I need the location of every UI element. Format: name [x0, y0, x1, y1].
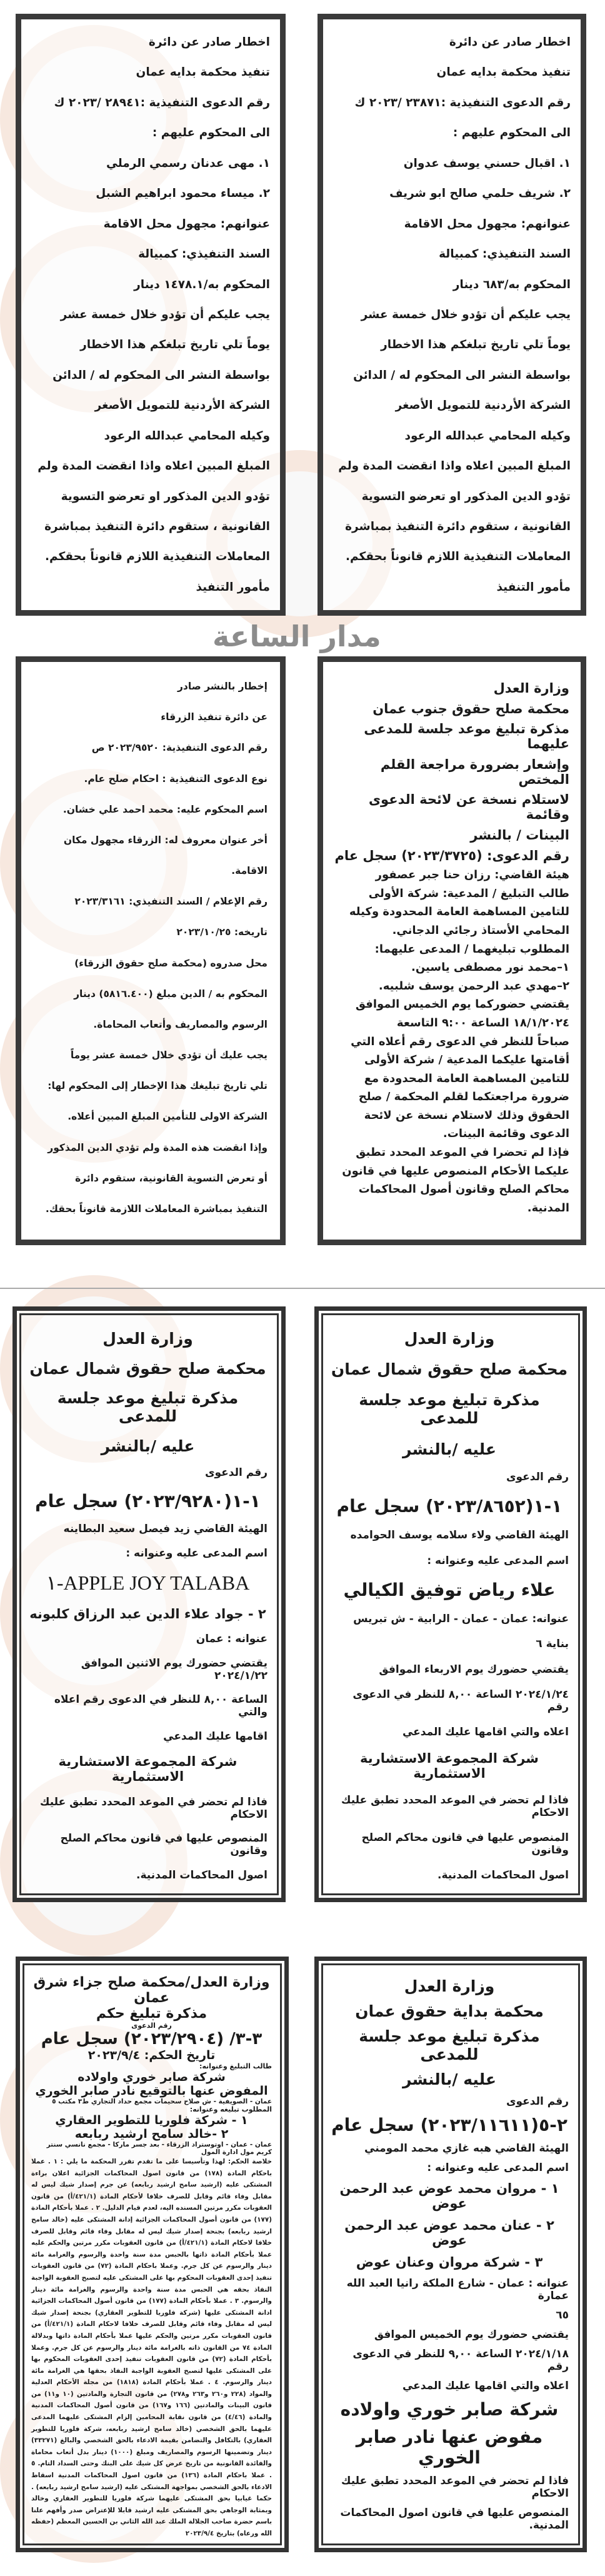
- notice-line: محل صدروه (محكمة صلح حقوق الزرقاء): [74, 957, 268, 969]
- notice-line: المفوض عنها بالتوقيع نادر صابر الخوري: [35, 2084, 268, 2098]
- notice-line: ٢-٥(٢٠٢٣/١١٦١١) سجل عام: [331, 2115, 568, 2136]
- notice-line: المحكوم به/٦٨٣ دينار: [452, 278, 571, 291]
- notice-line: اسم المحكوم عليه: محمد احمد علي خشان.: [62, 803, 268, 815]
- notice-line: المطلوب تبليغه وعنوانه:: [189, 2105, 272, 2113]
- notice-line: المبلغ المبين اعلاه واذا انقضت المدة ولم: [38, 459, 270, 473]
- notice-line: اسم المدعى عليه وعنوانه :: [427, 1554, 569, 1567]
- notice-line: رقم الإعلام / السند التنفيذي: ٢٠٢٣/٣١٦١: [74, 896, 268, 908]
- notice-line: محكمة صلح حقوق شمال عمان: [29, 1359, 266, 1378]
- notice-line: وزارة العدل: [493, 681, 569, 696]
- notice-line: مذكرة تبليغ حكم: [96, 2006, 208, 2022]
- notice-line: المنصوص عليها في قانون اصول المحاكمات المدنية.: [340, 2506, 569, 2532]
- notice-line: نوع الدعوى التنفيذية : احكام صلح عام.: [84, 773, 268, 784]
- notice-line: البينات / بالنشر: [470, 827, 569, 843]
- notice-line: عليه /بالنشر: [101, 1436, 195, 1455]
- notice-line: محكمة صلح حقوق شمال عمان: [331, 1360, 568, 1379]
- notice-north-amman-8652: [314, 1306, 587, 1902]
- notice-line: إخطار بالنشر صادر: [178, 681, 268, 692]
- notice-line: علاء رياض توفيق الكيالي: [343, 1579, 556, 1600]
- notice-line: مذكرة تبليغ موعد جلسة للمدعى عليهما: [364, 721, 569, 752]
- notice-line: شركة المجموعة الاستشارية الاستثمارية: [58, 1754, 238, 1785]
- notice-line: مأمور التنفيذ: [496, 580, 571, 594]
- notice-line: محاكم الصلح وقانون أصول المحاكمات: [358, 1183, 569, 1196]
- notice-line: رقم الدعوى التنفيذية :٢٣٨٧١ /٢٠٢٣ ك: [354, 96, 571, 109]
- notice-line: بواسطة النشر الى المحكوم له / الدائن: [52, 368, 270, 382]
- notice-line: ١ - شركة فلوريا للتطوير العقاري: [55, 2113, 248, 2127]
- notice-line: ٣-٣/ (٢٠٢٣/٢٩٠٤) سجل عام: [41, 2030, 262, 2048]
- notice-line: الشركة الأردنية للتمويل الأصغر: [94, 399, 270, 413]
- notice-line: ٢ - جواد علاء الدين عبد الرزاق كلبونه: [29, 1606, 266, 1621]
- notice-line: عنوانه : عمان: [196, 1633, 268, 1646]
- notice-line: أخر عنوان معروف له: الزرقاء مجهول مكان: [63, 834, 268, 846]
- notice-line: اسم المدعى عليه وعنوانه :: [427, 2162, 569, 2175]
- notice-line: يقتضي حضوركما يوم الخميس الموافق: [355, 998, 569, 1011]
- notice-line: ١–محمد نور مصطفى ياسين.: [411, 961, 569, 975]
- notice-line: تاريخ الحكم: ٢٠٢٣/٩/٤: [88, 2048, 216, 2062]
- notice-line: رقم الدعوى التنفيذية: ٢٠٢٣/٩٥٢٠ ص: [91, 742, 268, 754]
- notice-line: بناية ٦: [536, 1638, 569, 1651]
- section-divider: [0, 1288, 605, 1289]
- notice-line: مذكرة تبليغ موعد جلسة للمدعى: [359, 2027, 540, 2064]
- notice-line: يجب عليكم أن تؤدو خلال خمسة عشر: [361, 308, 571, 321]
- notice-line: الرسوم والمصاريف وأتعاب المحاماة.: [93, 1018, 268, 1030]
- notice-line: وإذا انقضت هذه المدة ولم تؤدي الدين المذكور: [48, 1141, 268, 1153]
- notice-line: اقامها عليك المدعي: [163, 1730, 268, 1743]
- notice-line: المحامي الأستاذ رجائي الدجاني.: [392, 923, 569, 937]
- notice-line: وإشعار بضرورة مراجعة القلم المختص: [380, 756, 569, 787]
- notice-line: يوماً تلي تاريخ تبلغكم هذا الاخطار: [80, 338, 270, 352]
- notice-line: اسم المدعى عليه وعنوانه :: [126, 1546, 268, 1560]
- notice-line: ٢ -خالد سامح ارشيد ربابعه: [74, 2127, 229, 2141]
- notice-line: أقامتها عليكما المدعية / شركة الأولى: [364, 1053, 569, 1067]
- notice-line: ١. مهى عدنان رسمي الرملي: [106, 156, 270, 170]
- notice-line: القانونية ، ستقوم دائرة التنفيذ بمباشرة: [44, 520, 270, 533]
- notice-line: رقم الدعوى: [506, 1470, 569, 1483]
- notice-line: عمان - الصويفية - ش صلاح سحيمات مجمع حداد التجاري ط٣ مكتب ٥: [52, 2098, 272, 2105]
- notice-execution-23871: [318, 14, 586, 616]
- notice-execution-28941: [16, 14, 286, 616]
- notice-line: أو تعرض التسوية القانونية، ستقوم دائرة: [75, 1172, 268, 1184]
- notice-line: الى المحكوم عليهم :: [452, 126, 571, 140]
- notice-line: محكمة صلح حقوق جنوب عمان: [372, 701, 569, 716]
- notice-line: المعاملات التنفيذية اللازم قانوناً بحقكم.: [45, 550, 270, 564]
- notice-line: يجب عليكم أن تؤدو خلال خمسة عشر: [60, 308, 270, 321]
- notice-line: وزارة العدل: [404, 1330, 495, 1348]
- notice-line: المبلغ المبين اعلاه واذا انقضت المدة ولم: [338, 459, 571, 473]
- notice-line: يقتضي حضورك يوم الخميس الموافق: [374, 2328, 569, 2341]
- notice-line: ١. اقبال حسني يوسف عدوان: [403, 156, 571, 170]
- notice-line: فاذا لم تحضر في الموعد المحدد تطبق عليك الاحكام: [341, 1793, 569, 1819]
- notice-line: بواسطة النشر الى المحكوم له / الدائن: [353, 368, 571, 382]
- notice-line: المنصوص عليها في قانون محاكم الصلح وقانون: [60, 1832, 268, 1858]
- notice-line: طالب التبليغ وعنوانه:: [199, 2062, 272, 2070]
- notice-line: اصول المحاكمات المدنية.: [136, 1868, 268, 1882]
- notice-line: ١-١(٢٠٢٣/٨٦٥٢) سجل عام: [336, 1496, 562, 1517]
- notice-line: الشركة الأردنية للتمويل الأصغر: [395, 399, 571, 413]
- notice-north-amman-9280: [12, 1306, 286, 1902]
- notice-line: للتامين المساهمة العامة المحدودة مع: [364, 1071, 569, 1085]
- notice-line: مأمور التنفيذ: [196, 580, 270, 594]
- notice-line: يوماً تلي تاريخ تبلغكم هذا الاخطار: [381, 338, 571, 352]
- notice-line: اعلاه والتي اقامها عليك المدعي: [402, 1726, 569, 1739]
- notice-line: المنصوص عليها في قانون محاكم الصلح وقانون: [361, 1831, 569, 1857]
- notice-line: للتامين المساهمة العامة المحدودة وكيله: [349, 905, 569, 919]
- notice-line: عنوانهم: مجهول محل الاقامة: [103, 217, 270, 231]
- notice-line: يقتضي حضورك يوم الاثنين الموافق ٢٠٢٤/١/٢٢: [81, 1656, 268, 1682]
- notice-line: ٢. شريف حلمي صالح ابو شريف: [389, 187, 571, 201]
- notice-line: تنفيذ محكمة بدايه عمان: [136, 66, 270, 79]
- notice-line: عليه /بالنشر: [402, 1440, 496, 1458]
- notice-line: ١٨/١/٢٠٢٤ الساعة ٩:٠٠ التاسعة: [396, 1016, 569, 1030]
- notice-line: ٢٠٢٤/١/١٨ الساعة ٩,٠٠ للنظر في الدعوى رقم: [352, 2347, 569, 2373]
- notice-line: اخطار صادر عن دائرة: [449, 36, 571, 49]
- notice-south-amman-court: [318, 656, 586, 1245]
- notice-line: الشركة الاولى للتأمين المبلغ المبين أعلاه.: [68, 1111, 268, 1123]
- notice-line: APPLE JOY TALABA-١: [46, 1571, 250, 1595]
- notice-line: الحقوق وذلك لاستلام نسخة عن لائحة: [364, 1108, 569, 1122]
- notice-line: ٢٠٢٤/١/٢٤ الساعة ٨,٠٠ للنظر في الدعوى رقم: [352, 1688, 569, 1713]
- notice-line: شركة صابر خوري واولاده: [340, 2398, 559, 2420]
- notice-line: تؤدو الدين المذكور او تعرضو التسوية: [361, 489, 571, 503]
- notice-line: تنفيذ محكمة بدايه عمان: [436, 66, 571, 79]
- notice-line: لاستلام نسخة عن لائحة الدعوى وقائمة: [368, 792, 569, 823]
- watermark-text: مدار الساعة: [212, 619, 381, 653]
- notice-line: وزارة العدل: [404, 1977, 495, 1995]
- notice-line: الهيئة القاضي ولاء سلامه يوسف الحوامده: [350, 1529, 569, 1542]
- notice-line: اصول المحاكمات المدنية.: [437, 1868, 569, 1882]
- notice-line: المحكوم به/١٤٧٨.١ دينار: [134, 278, 270, 291]
- notice-line: عليكما الأحكام المنصوص عليها في قانون: [342, 1164, 569, 1178]
- notice-line: مفوض عنها نادر صابر الخوري: [356, 2426, 543, 2468]
- notice-line: وكيله المحامي عبدالله الرعود: [104, 429, 270, 443]
- notice-line: تلي تاريخ تبليغك هذا الإخطار إلى المحكوم لها:: [48, 1080, 268, 1092]
- notice-zarqa-execution: [16, 656, 286, 1245]
- notice-line: ٣ - شركة مروان وعنان عوض: [356, 2255, 543, 2270]
- notice-line: السند التنفيذي: كمبيالة: [138, 248, 270, 261]
- notice-line: المحكوم به / الدين مبلغ (٥٨١٦.٤٠٠) دينار: [74, 988, 268, 1000]
- notice-line: مذكرة تبليغ موعد جلسة للمدعى: [57, 1389, 239, 1426]
- notice-line: مذكرة تبليغ موعد جلسة للمدعى: [359, 1391, 540, 1428]
- notice-line: رقم الدعوى: [506, 2095, 569, 2108]
- notice-line: ٢ - عنان محمد عوض عبد الرحمن عوض: [344, 2218, 554, 2248]
- notice-line: طالب التبليغ / المدعية: شركة الأولى: [368, 886, 569, 900]
- notice-line: اعلاه والتي اقامها عليك المدعي: [402, 2379, 569, 2392]
- notice-line: فإذا لم تحضرا في الموعد المحدد تطبق: [356, 1146, 569, 1160]
- notice-line: رقم الدعوى: [131, 2022, 172, 2030]
- notice-line: الهيئة القاضي هبه غازي محمد المومني: [364, 2142, 569, 2155]
- notice-line: عنوانهم: مجهول محل الاقامة: [404, 217, 571, 231]
- notice-line: الاقامة.: [231, 865, 268, 877]
- notice-line: فاذا لم تحضر في الموعد المحدد تطبق عليك الاحكام: [39, 1795, 268, 1821]
- notice-line: رقم الدعوى: [204, 1466, 268, 1480]
- notice-line: القانونية ، ستقوم دائرة التنفيذ بمباشرة: [345, 520, 571, 533]
- notice-amman-first-instance-11611: [314, 1957, 587, 2552]
- notice-line: ١-١(٢٠٢٣/٩٢٨٠) سجل عام: [35, 1490, 261, 1511]
- notice-line: وزارة العدل/محكمة صلح جزاء شرق عمان: [33, 1975, 270, 2006]
- notice-line: المعاملات التنفيذية اللازم قانوناً بحقكم.: [346, 550, 571, 564]
- notice-line: تؤدو الدين المذكور او تعرضو التسوية: [61, 489, 270, 503]
- notice-line: عليه /بالنشر: [402, 2070, 496, 2089]
- notice-line: يقتضي حضورك يوم الاربعاء الموافق: [379, 1663, 569, 1676]
- notice-east-amman-criminal-judgment: [16, 1957, 289, 2552]
- notice-line: ١ - مروان محمد عوض عبد الرحمن عوض: [339, 2181, 559, 2212]
- notice-line: عنوانه: عمان - عمان - الرابية - ش تبريس: [353, 1613, 569, 1626]
- notice-line: اخطار صادر عن دائرة: [148, 36, 270, 49]
- notice-line: هيئة القاضي: رزان حنا جبر عصفور: [375, 868, 569, 882]
- notice-line: شركة صابر خوري واولاده: [78, 2070, 226, 2084]
- notice-line: محكمة بداية حقوق عمان: [355, 2002, 544, 2021]
- notice-line: فاذا لم تحضر في الموعد المحدد تطبق عليك الاحكام: [341, 2474, 569, 2500]
- notice-line: التنفيذ بمباشرة المعاملات اللازمة قانوناً بحقك.: [45, 1203, 268, 1215]
- notice-line: رقم الدعوى التنفيذية :٢٨٩٤١ /٢٠٢٣ ك: [54, 96, 270, 109]
- notice-line: الساعة ٨,٠٠ للنظر في الدعوى رقم اعلاه والتي: [54, 1693, 268, 1719]
- notice-line: عنوانه : عمان - شارع الملكة رانيا العبد الله عمارة: [346, 2277, 569, 2302]
- notice-line: عن دائرة تنفيذ الزرقاء: [161, 711, 268, 723]
- notice-line: شركة المجموعة الاستشارية الاستثمارية: [360, 1751, 539, 1782]
- notice-line: تاريخه: ٢٠٢٣/١٠/٢٥: [176, 926, 268, 938]
- notice-line: ٦٥: [556, 2308, 569, 2322]
- notice-line: السند التنفيذي: كمبيالة: [439, 248, 571, 261]
- notice-line: صباحاً للنظر في الدعوى رقم أعلاه التي: [351, 1035, 569, 1048]
- notice-line: يجب عليك أن تؤدي خلال خمسة عشر يوماً: [70, 1050, 268, 1061]
- notice-line: المدنية.: [527, 1201, 569, 1215]
- notice-line: وكيله المحامي عبدالله الرعود: [404, 429, 571, 443]
- notice-line: عمان - عمان - اوتوستراد الزرقاء - بعد جسر ماركا - مجمع نانسي سنتر كريم مول ادارة المول: [46, 2141, 272, 2156]
- notice-line: المطلوب تبليغهما / المدعى عليهما:: [374, 942, 569, 956]
- notice-line: رقم الدعوى: (٢٠٢٣/٣٧٢٥) سجل عام: [334, 848, 569, 863]
- notice-line: ضرورة مراجعتكما لقلم المحكمة / صلح: [358, 1090, 569, 1104]
- notice-line: وزارة العدل: [102, 1330, 193, 1348]
- notice-line: ٢. ميساء محمود ابراهيم الشبل: [96, 187, 270, 201]
- notice-line: ٢–مهدي عبد الرحمن يوسف شلبيه.: [378, 979, 569, 993]
- notice-line: الهيئة القاضي زيد فيصل سعيد البطاينه: [63, 1523, 268, 1536]
- notice-line: الدعوى وقائمة البينات.: [442, 1127, 569, 1141]
- judgment-summary: خلاصة الحكم: لهذا وتأسيسا على ما تقدم تقرر المحكمة ما يلي : ١ . عملا باحكام المادة (١٧٨) من قانون اصول المحاكمات الجزائية اعلان براءة المشتكى عليه (ارشيد سامح ارشيد ربابعه) عن جرم إصدار شيك ليس له مقابل وفاء قائم وقابل للصرف خلافا لأحكام المادة (٤٢١/١/أ) من قانون العقوبات مكرر مرتين المسنده اليه، لعدم قيام الدليل. ٢ . عملا بأحكام المادة (١٧٧) من قانون أصول المحاكمات الجزائية إدانة المشتكى عليه (خالد سامح ارشيد ربابعه) بجنحة إصدار شيك ليس له مقابل وفاء قائم وقابل للصرف خلافا لاحكام المادة (٤٢١/١/أ) من قانون العقوبات مكرر مرتين والحكم عليه عملا بأحكام المادة ذاتها بالحبس مدة سنة واحدة والرسوم والغرامة مائة دينار والرسوم عن كل جرم. وعملا باحكام المادة (٧٢) من قانون العقوبات تنفيذ إحدى العقوبات المحكوم بها على المشتكى عليه لتصبح العقوبة الواجبة النفاذ بحقه هي الحبس مدة سنة واحدة والرسوم والغرامة مائة دينار والرسوم. ٣ . عملا بأحكام المادة (١٧٧) من قانون أصول المحاكمات الجزائية ادانة المشتكى عليها (شركة فلوريا للتطوير العقاري) بجنحة إصدار شيك ليس له مقابل وفاء قائم وقابل للصرف خلافا لاحكام المادة (٤٢١/١/أ) من قانون العقوبات مكرر مرتين والحكم عليها عملا بأحكام المادة ذاتها وبدلالة المادة ٧٤ من القانون ذاته بالغرامة مائة دينار والرسوم عن كل جرم. وعملا بأحكام المادة (٧٢) من قانون العقوبات تنفيذ إحدى العقوبات المحكوم بها على المشتكى عليها لتصبح العقوبة الواجبة النفاذ بحقها هي الغرامة مائة دينار والرسوم. ٤ . عملا بأحكام المادة (١٨١٨) من مجلة الأحكام العدلية والمواد (٢٢٨ و٢٦٠ و٢٦٣ و٢٧٨) من قانون التجارة والمادتين (١٠ و١١) من قانون البينات والمادتين (١٦٦ و١٦٧) من قانون أصول المحاكمات المدنية والمادة (٤/٤٦) من قانون نقابة المحامين إلزام المشتكى عليهما المدعى عليهما بالحق الشخصي (خالد سامح ارشيد ربابعه، شركة فلوريا للتطوير العقاري) بالتكافل والتضامن بقيمة الادعاء بالحق الشخصي والبالغ (٣٣٢٧١) دينار وتضمينها الرسوم والمصاريف ومبلغ (١٠٠٠) دينار بدل أتعاب محاماة والفائدة القانونية من تاريخ عرض كل شيك على البنك وحتى السداد التام. ٥ . عملا باحكام المادة (١٣٦) من قانون اصول المحاكمات المدنية اسقاط الادعاء بالحق الشخصي بمواجهة المشتكى عليه (ارشيد سامح ارشيد ربابعه) . حكما غيابيا بحق المشتكى عليهما شركة فلوريا للتطوير العقاري وخالد وبمثابة الوجاهي بحق المشتكى عليه ارشيد قابلا للإعتراض صدر وأفهم علنا باسم حضرة صاحب الجلالة الملك عبد الله الثاني بن الحسين المعظم (حفظه الله ورعاه) بتاريخ ٢٠٢٣/٩/٤: [31, 2158, 272, 2537]
- notice-line: الى المحكوم عليهم :: [152, 126, 270, 140]
